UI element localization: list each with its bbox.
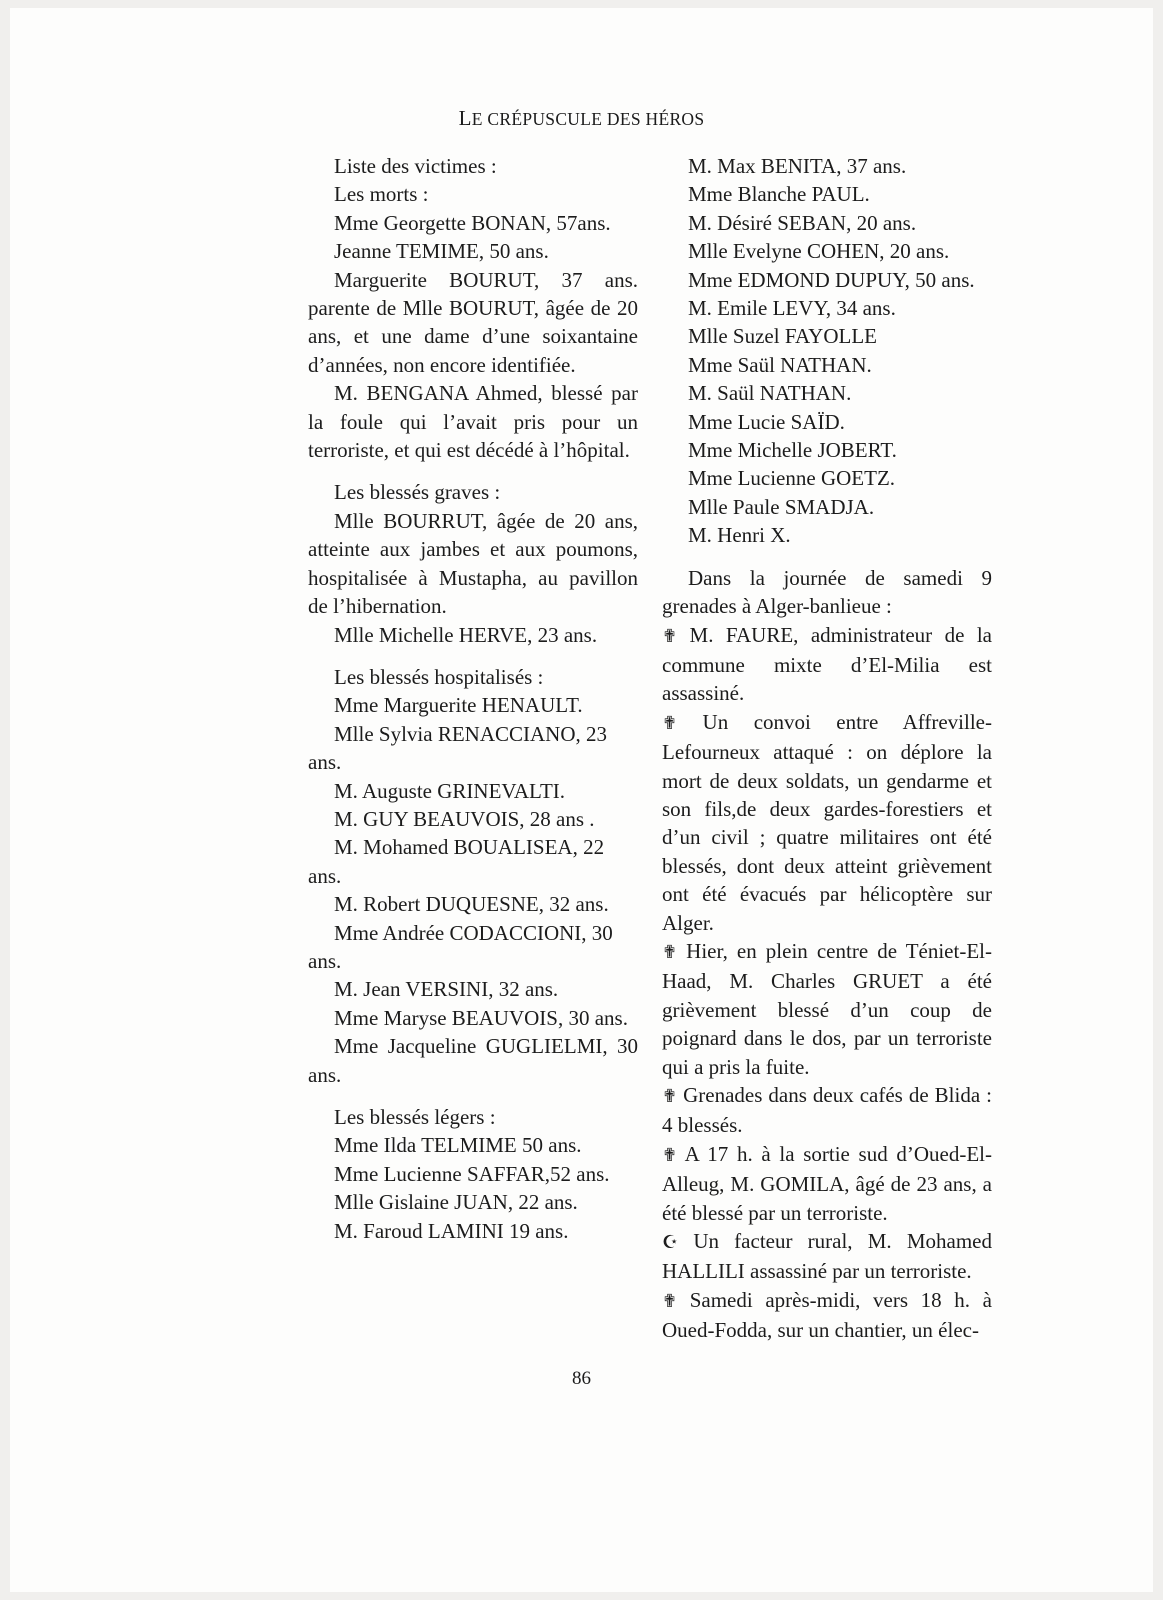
- paragraph-text: Jeanne TEMIME, 50 ans.: [334, 239, 549, 264]
- paragraph-text: Mlle Michelle HERVE, 23 ans.: [334, 622, 598, 647]
- paragraph: [308, 833, 638, 890]
- paragraph-text: Un facteur rural, M. Mohamed HALLILI assassiné par un terroriste.: [662, 1229, 992, 1284]
- cross-icon: ✟: [662, 1290, 678, 1312]
- paragraph-text: Mme Lucienne SAFFAR,52 ans.: [334, 1161, 610, 1186]
- left-column: [308, 152, 638, 1245]
- paragraph: [308, 1032, 638, 1089]
- paragraph: [662, 209, 992, 237]
- paragraph: [308, 237, 638, 265]
- paragraph: [308, 975, 638, 1003]
- paragraph-text: M. Faroud LAMINI 19 ans.: [334, 1218, 569, 1243]
- paragraph: [662, 464, 992, 492]
- paragraph: [308, 1004, 638, 1032]
- paragraph: [308, 777, 638, 805]
- paragraph-text: Liste des victimes :: [334, 154, 497, 178]
- paragraph: [662, 1286, 992, 1345]
- paragraph-text: Mme Marguerite HENAULT.: [334, 693, 583, 718]
- paragraph-text: Mme Georgette BONAN, 57ans.: [334, 210, 611, 235]
- paragraph-text: M. Saül NATHAN.: [688, 381, 852, 406]
- paragraph: [308, 1131, 638, 1159]
- paragraph-gap: [308, 464, 638, 478]
- paragraph: [662, 180, 992, 208]
- cross-icon: ✟: [662, 1086, 678, 1107]
- paragraph: [662, 1227, 992, 1286]
- paragraph: [662, 436, 992, 464]
- paragraph-text: Marguerite BOURUT, 37 ans. parente de Mlle BOURUT, âgée de 20 ans, et une dame d’une soixantaine d’années, non encore identifiée.: [308, 267, 638, 377]
- paragraph: [308, 805, 638, 833]
- paragraph-text: M. Jean VERSINI, 32 ans.: [334, 977, 559, 1002]
- paragraph: [662, 294, 992, 322]
- cross-icon: ✟: [662, 941, 678, 963]
- paragraph: [662, 937, 992, 1081]
- paragraph-text: Mme EDMOND DUPUY, 50 ans.: [688, 267, 975, 292]
- paragraph: [662, 1081, 992, 1140]
- paragraph-text: Les blessés légers :: [334, 1105, 496, 1129]
- paragraph-text: M. GUY BEAUVOIS, 28 ans .: [334, 806, 595, 831]
- paragraph: [308, 691, 638, 719]
- paragraph: [308, 720, 638, 777]
- paragraph: [308, 379, 638, 464]
- paragraph-text: Les blessés graves :: [334, 480, 501, 505]
- paragraph: [308, 890, 638, 918]
- paragraph: [308, 1103, 638, 1131]
- paragraph: [662, 237, 992, 265]
- paragraph: [662, 322, 992, 350]
- paragraph: [308, 1217, 638, 1245]
- paragraph: [662, 266, 992, 294]
- paragraph-gap: [308, 1089, 638, 1103]
- running-header: LE CRÉPUSCULE DES HÉROS: [458, 106, 705, 130]
- paragraph: [662, 493, 992, 521]
- paragraph: [308, 152, 638, 180]
- paragraph-text: Grenades dans deux cafés de Blida : 4 blessés.: [662, 1083, 992, 1138]
- paragraph: [308, 180, 638, 208]
- paragraph: [662, 621, 992, 708]
- paragraph-text: Mme Lucienne GOETZ.: [688, 466, 896, 491]
- paragraph-text: Mlle Suzel FAYOLLE: [688, 324, 877, 349]
- paragraph-text: A 17 h. à la sortie sud d’Oued-El-Alleug, M. GOMILA, âgé de 23 ans, a été blessé par un terroriste.: [662, 1141, 992, 1225]
- paragraph: [662, 152, 992, 180]
- paragraph-text: M. FAURE, administrateur de la commune mixte d’El-Milia est assassiné.: [662, 622, 992, 706]
- paragraph: [662, 351, 992, 379]
- paragraph: [662, 708, 992, 937]
- paragraph: [662, 408, 992, 436]
- paragraph: [308, 478, 638, 506]
- paragraph-text: Hier, en plein centre de Téniet-El-Haad, M. Charles GRUET a été grièvement blessé d’un coup de poignard dans le dos, par un terroriste qui a pris la fuite.: [662, 938, 992, 1079]
- paragraph: [662, 379, 992, 407]
- paragraph-text: M. Henri X.: [688, 523, 791, 548]
- paragraph-text: Mme Andrée CODACCIONI, 30 ans.: [308, 920, 613, 973]
- crescent-icon: ☪: [662, 1232, 679, 1254]
- paragraph-text: M. Mohamed BOUALISEA, 22 ans.: [308, 835, 605, 888]
- paragraph-text: Mlle Paule SMADJA.: [688, 494, 875, 519]
- paragraph: [662, 564, 992, 621]
- paragraph-text: Mlle Gislaine JUAN, 22 ans.: [334, 1190, 578, 1215]
- paragraph-text: M. Emile LEVY, 34 ans.: [688, 296, 896, 321]
- paragraph-text: Mlle BOURRUT, âgée de 20 ans, atteinte aux jambes et aux poumons, hospitalisée à Mustapha, au pavillon de l’hibernation.: [308, 508, 638, 619]
- page-number: 86: [572, 1368, 591, 1389]
- paragraph-text: Mlle Evelyne COHEN, 20 ans.: [688, 239, 950, 264]
- paragraph-text: Mme Blanche PAUL.: [688, 182, 870, 207]
- paragraph-text: Mme Ilda TELMIME 50 ans.: [334, 1133, 582, 1158]
- paragraph: [308, 919, 638, 976]
- paragraph: [308, 663, 638, 691]
- paragraph-text: Mme Maryse BEAUVOIS, 30 ans.: [334, 1005, 628, 1030]
- paragraph-text: Mme Saül NATHAN.: [688, 352, 872, 377]
- paragraph: [662, 1140, 992, 1227]
- paragraph-text: M. Désiré SEBAN, 20 ans.: [688, 210, 917, 235]
- paragraph: [308, 621, 638, 649]
- paragraph-text: Mme Lucie SAÏD.: [688, 409, 845, 434]
- paragraph-text: M. BENGANA Ahmed, blessé par la foule qui l’avait pris pour un terroriste, et qui est décédé à l’hôpital.: [308, 381, 638, 463]
- cross-icon: ✟: [662, 712, 678, 734]
- paragraph-gap: [662, 550, 992, 564]
- paragraph: [308, 1160, 638, 1188]
- paragraph-text: M. Auguste GRINEVALTI.: [334, 778, 566, 803]
- paragraph-text: Un convoi entre Affreville-Lefourneux attaqué : on déplore la mort de deux soldats, un gendarme et son fils,de deux gardes-forestiers et d’un civil ; quatre militaires ont été blessés, dont deux atteint grièvement ont été évacués par hélicoptère sur Alger.: [662, 709, 992, 935]
- paragraph: [662, 521, 992, 549]
- cross-icon: ✟: [662, 1144, 678, 1166]
- paragraph: [308, 209, 638, 237]
- paragraph-text: Les blessés hospitalisés :: [334, 664, 544, 689]
- paragraph-text: Les morts :: [334, 182, 429, 207]
- paragraph: [308, 507, 638, 621]
- paragraph-text: M. Robert DUQUESNE, 32 ans.: [334, 892, 609, 917]
- paragraph-gap: [308, 649, 638, 663]
- paragraph-text: Mme Jacqueline GUGLIELMI, 30 ans.: [308, 1034, 638, 1087]
- paragraph-text: Mme Michelle JOBERT.: [688, 438, 897, 463]
- paragraph: [308, 266, 638, 380]
- paragraph-text: Mlle Sylvia RENACCIANO, 23 ans.: [308, 721, 607, 775]
- paragraph: [308, 1188, 638, 1216]
- paragraph-text: Dans la journée de samedi 9 grenades à Alger-banlieue :: [662, 565, 992, 619]
- paragraph-text: Samedi après-midi, vers 18 h. à Oued-Fodda, sur un chantier, un élec-: [662, 1287, 992, 1343]
- right-column: [662, 152, 992, 1345]
- paragraph-text: M. Max BENITA, 37 ans.: [688, 154, 907, 178]
- cross-icon: ✟: [662, 625, 678, 647]
